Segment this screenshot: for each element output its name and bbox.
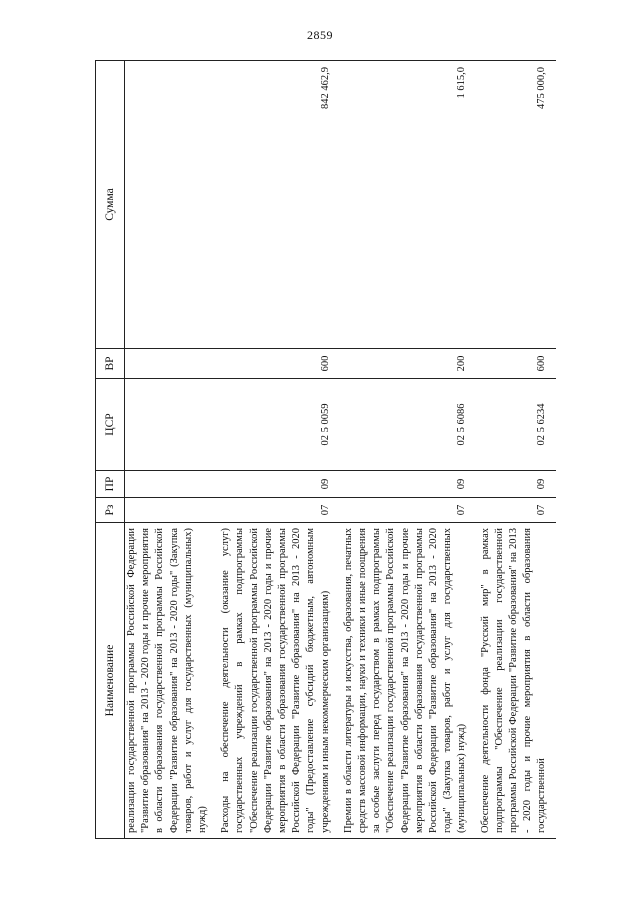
cell-sum: 475 000,0 — [476, 61, 556, 349]
cell-pr: 09 — [339, 471, 476, 498]
header-csr: ЦСР — [96, 379, 125, 471]
cell-pr — [125, 471, 217, 498]
cell-csr — [125, 379, 217, 471]
cell-pr: 09 — [476, 471, 556, 498]
cell-vr: 600 — [476, 349, 556, 379]
cell-csr: 02 5 6086 — [339, 379, 476, 471]
cell-vr: 200 — [339, 349, 476, 379]
table-row — [216, 61, 339, 839]
cell-rz — [125, 498, 217, 523]
table-row — [125, 61, 217, 839]
header-pr: ПР — [96, 471, 125, 498]
cell-sum: 1 615,0 — [339, 61, 476, 349]
cell-vr — [125, 349, 217, 379]
header-vr: ВР — [96, 349, 125, 379]
cell-csr: 02 5 6234 — [476, 379, 556, 471]
header-sum: Сумма — [96, 61, 125, 349]
page-number: 2859 — [307, 28, 333, 42]
table-header — [96, 61, 125, 839]
cell-name: Премии в области литературы и искусства, образования, печатных средств массовой информации, науки и техники и иные поощрения за особые заслуги перед государством в рамках подпрограммы "Обеспечение реализации государственной программы Российской Федерации "Развитие образования" на 2013 - 2020 годы и прочие мероприятия в области образования государственной программы Российской Федерации "Развитие образования" на 2013 - 2020 годы" (Закупка товаров, работ и услуг для государственных (муниципальных) нужд) — [339, 523, 476, 839]
cell-rz: 07 — [216, 498, 339, 523]
table-row — [339, 61, 476, 839]
table-row — [476, 61, 556, 839]
cell-csr: 02 5 0059 — [216, 379, 339, 471]
cell-rz: 07 — [339, 498, 476, 523]
header-rz: Рз — [96, 498, 125, 523]
cell-vr: 600 — [216, 349, 339, 379]
cell-name: реализации государственной программы Российской Федерации "Развитие образования" на 2013 - 2020 годы и прочие мероприятия в области образования государственной программы Российской Федерации "Развитие образования" на 2013 - 2020 годы" (Закупка товаров, работ и услуг для государственных (муниципальных) нужд) — [125, 523, 217, 839]
cell-name: Расходы на обеспечение деятельности (оказание услуг) государственных учреждений в рамках подпрограммы "Обеспечение реализации государственной программы Российской Федерации "Развитие образования" на 2013 - 2020 годы и прочие мероприятия в области образования государственной программы Российской Федерации "Развитие образования" на 2013 - 2020 годы" (Предоставление субсидий бюджетным, автономным учреждениям и иным некоммерческим организациям) — [216, 523, 339, 839]
budget-table — [95, 60, 556, 839]
cell-name: Обеспечение деятельности фонда "Русский мир" в рамках подпрограммы "Обеспечение реализации государственной программы Российской Федерации "Развитие образования" на 2013 - 2020 годы и прочие мероприятия в области образования государственной — [476, 523, 556, 839]
header-name: Наименование — [96, 523, 125, 839]
budget-table-rotated — [95, 61, 635, 839]
cell-sum — [125, 61, 217, 349]
cell-pr: 09 — [216, 471, 339, 498]
cell-rz: 07 — [476, 498, 556, 523]
cell-sum: 842 462,9 — [216, 61, 339, 349]
